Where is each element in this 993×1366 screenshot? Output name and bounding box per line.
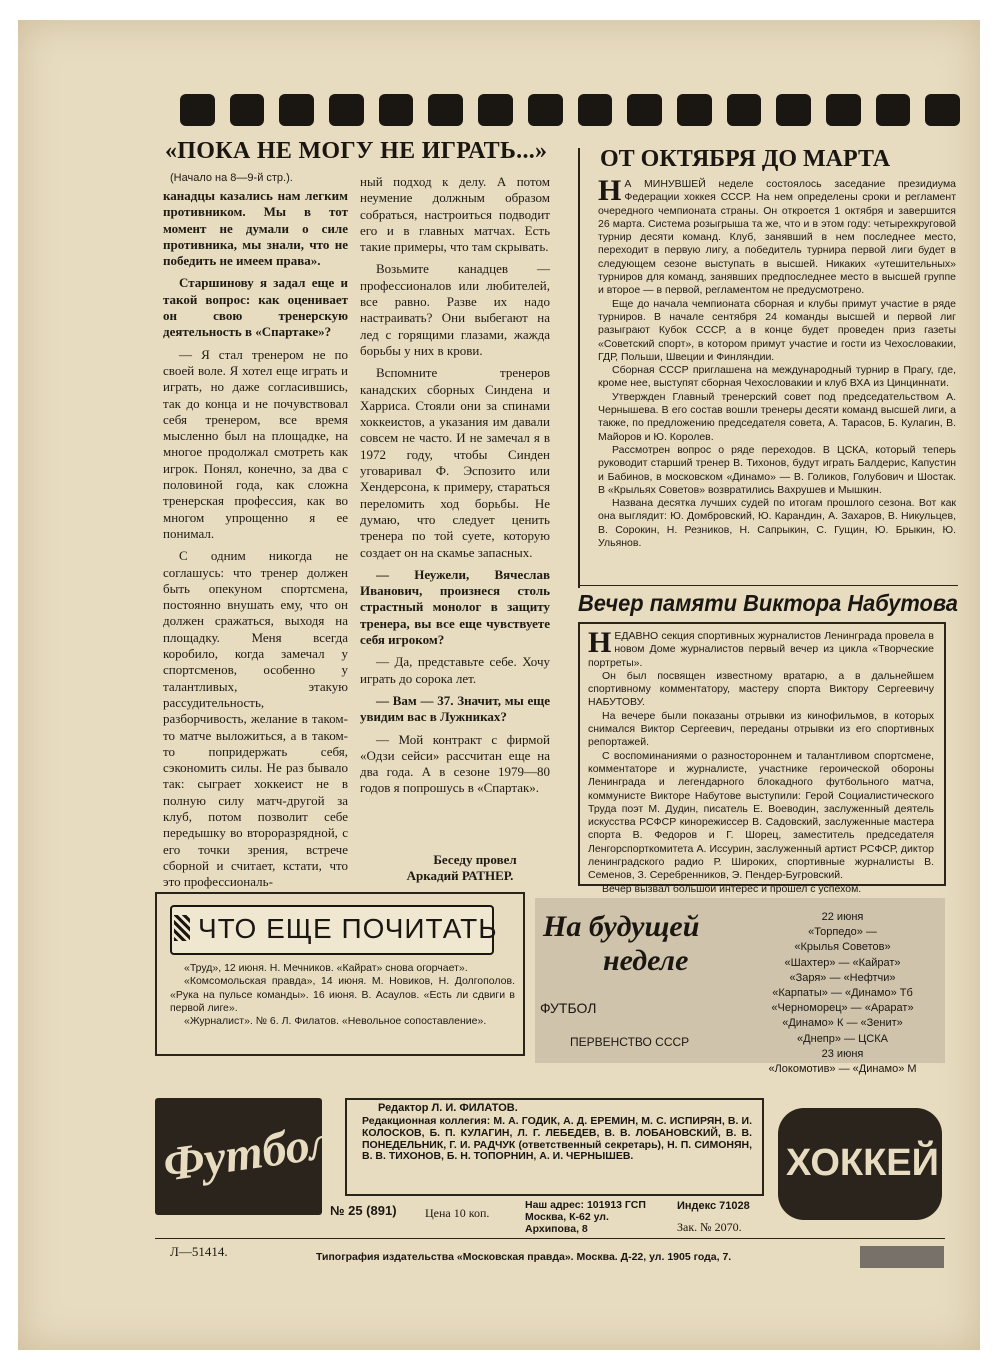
printer-line: Типография издательства «Московская правда». Москва. Д-22, ул. 1905 года, 7. (316, 1251, 732, 1263)
article-interview-signature-line1: Беседу провел (433, 852, 517, 867)
article-paragraph: С одним никогда не соглашусь: что тренер должен быть опекуном спортсмена, постоянно внушать ему, что он должен сражаться, выходя на площадку. Меня всегда коробило, когда замечал у спортсменов, особенно у талантливых, этакую рассудительность, разборчивость, желание в таком-то матче выложиться, а в таком-то попридержать себя, сэкономить силы. Не раз бывало так: сыграет хоккеист не в полную силу матч-другой за клуб, потом позволит себе передышку во второразрядной, с его точки зрения, встрече сборной и считает, кстати, что это профессиональ- (163, 548, 348, 890)
football-logo-text: Футбол (160, 1115, 337, 1192)
article-paragraph: Сборная СССР приглашена на международный турнир в Прагу, где, кроме нее, выступят сборная Чехословакии и клуб ВХА из Цинциннати. (598, 364, 956, 390)
article-paragraph: ЕДАВНО секция спортивных журналистов Ленинграда провела в новом Доме журналистов первый вечер из цикла «Творческие портреты». (588, 630, 934, 669)
next-week-title-line2: неделе (603, 944, 689, 977)
hockey-logo-text: ХОККЕЙ (786, 1142, 939, 1184)
article-paragraph: Вспомните тренеров канадских сборных Синдена и Харриса. Стояли они за спинами хоккеистов, а указания им давали совсем не часто. И не замечал я в 1972 году, чтобы Синден уговаривал Ф. Эспозито или Хендерсона, к примеру, стараться переломить ход борьбы. Не думаю, что следует ценить тренера по той суете, которую создает он на скамье запасных. (360, 365, 550, 560)
next-week-sport: ФУТБОЛ (540, 1000, 597, 1016)
fixture-line: «Торпедо» — (808, 926, 877, 939)
article-paragraph: А МИНУВШЕЙ неделе состоялось заседание президиума Федерации хоккея СССР. На нем определены сроки и регламент очередного чемпионата страны. Он откроется 1 октября и завершится 26 марта. Система розыгрыша та же, что и в этом году: четырехкруговой турнир десяти команд. Клуб, занявший в нем последнее место, переходит в первую лигу, а победитель турнира первой лиги будет в следующем сезоне выступать в высшей. Никаких «утешительных» турниров для команд, занявших предпоследнее место в высшей группе и второе — в первой, регламентом не предусмотрено. (598, 178, 956, 297)
fixture-line: 23 июня (821, 1047, 864, 1060)
dropcap-letter: Н (598, 174, 622, 207)
article-interview-signature-line2: Аркадий РАТНЕР. (406, 868, 514, 883)
fixture-line: «Локомотив» — «Динамо» М (768, 1063, 917, 1076)
column-divider (578, 148, 580, 588)
article-paragraph: Старшинову я задал еще и такой вопрос: как оценивает он свою тренерскую деятельность в «Спартаке»? (163, 275, 348, 340)
article-nabutov-text (588, 626, 934, 896)
price: Цена 10 коп. (425, 1206, 490, 1220)
reading-list-item: «Журналист». № 6. Л. Филатов. «Невольное сопоставление». (184, 1015, 487, 1028)
order-number: Зак. № 2070. (677, 1220, 742, 1234)
reading-list-title: ЧТО ЕЩЕ ПОЧИТАТЬ (198, 913, 498, 944)
reading-list-item: «Комсомольская правда», 14 июня. М. Новиков, Н. Долгополов. «Рука на пульсе команды». 16 июня. В. Асаулов. «Есть ли сдвиги в первой лиге». (170, 975, 515, 1014)
article-paragraph: — Вам — 37. Значит, мы еще увидим вас в Лужниках? (360, 692, 550, 725)
article-paragraph: — Да, представьте себе. Хочу играть до сорока лет. (360, 654, 550, 686)
article-paragraph: канадцы казались нам легким противником. Мы в тот момент не думали о силе противника, мы знали, что не победить не имеем права». (163, 188, 348, 269)
fixture-line: «Заря» — «Нефтчи» (789, 971, 896, 984)
article-paragraph: — Неужели, Вячеслав Иванович, произнеся столь страстный монолог в защиту тренера, вы все еще чувствуете себя игроком? (360, 566, 550, 648)
article-paragraph: Вечер вызвал большой интерес и прошел с успехом. (602, 882, 862, 895)
article-hockey-season-text (598, 174, 956, 550)
reading-list-item: «Труд», 12 июня. Н. Мечников. «Кайрат» снова огорчает». (184, 962, 468, 974)
article-paragraph: Названа десятка лучших судей по итогам прошлого сезона. Вот как она выглядит: Ю. Домбровский, Ю. Карандин, А. Захаров, В. Никульцев, В. Сорокин, Н. Резников, Н. Сапрыкин, С. Гущин, Ю. Брыкин, Ю. Ульянов. (598, 497, 956, 550)
article-paragraph: Рассмотрен вопрос о ряде переходов. В ЦСКА, который теперь руководит старший тренер В. Тихонов, будут играть Балдерис, Капустин и Бабинов, в московском «Динамо» — В. Голиков, Голубович и Шостак. В «Крыльях Советов» возвратились Вахрушев и Мышкин. (598, 443, 956, 496)
next-week-fixtures (745, 910, 940, 1077)
article-paragraph: — Мой контракт с фирмой «Одзи сейси» рассчитан еще на два года. А в сезоне 1979—80 годов я попрошусь в «Спартак». (360, 731, 550, 796)
article-interview-column-1 (163, 188, 348, 890)
fixture-line: «Днепр» — ЦСКА (797, 1032, 888, 1045)
subscription-index: Индекс 71028 (677, 1200, 750, 1212)
editorial-board: Редакционная коллегия: М. А. ГОДИК, А. Д. ЕРЕМИН, М. С. ИСПИРЯН, В. И. КОЛОСКОВ, Б. П. КУЛАГИН, Л. Г. ЛЕБЕДЕВ, В. В. ЛОБАНОВСКИЙ, В. В. ПОНЕДЕЛЬНИК, Г. И. РАДЧУК (ответственный секретарь), Н. П. СИМОНЯН, В. В. ТИХОНОВ, Б. Н. ТОПОРНИН, А. И. ЧЕРНЫШЕВ. (362, 1115, 752, 1163)
article-paragraph: На вечере были показаны отрывки из кинофильмов, в которых снимался Виктор Сергеевич, переданы отрывки из его спортивных репортажей. (588, 709, 934, 749)
fixture-line: «Шахтер» — «Кайрат» (784, 956, 901, 969)
article-interview-note: (Начало на 8—9-й стр.). (170, 172, 293, 184)
article-paragraph: — Я стал тренером не по своей воле. Я хотел еще играть и играть, но даже согласившись, так до конца и не почувствовал себя тренером, все время мысленно был на площадке, на многое продолжал смотреть как игрок. Понял, конечно, за два с половиной года, как сложна тренерская профессия, как во многом упрощенно я ее понимал. (163, 346, 348, 541)
article-interview-title: «ПОКА НЕ МОГУ НЕ ИГРАТЬ...» (165, 138, 548, 164)
license-code: Л—51414. (170, 1244, 228, 1259)
article-interview-column-2 (360, 174, 550, 797)
decorative-dash-row (180, 94, 960, 128)
fixture-line: 22 июня (821, 911, 864, 923)
address: Наш адрес: 101913 ГСП Москва, К-62 ул. Архипова, 8 (525, 1199, 646, 1235)
fixture-line: «Крылья Советов» (794, 941, 891, 954)
reading-list-header (170, 905, 498, 955)
article-paragraph: ный подход к делу. А потом неумение должным образом собраться, настроиться подводит его и в главных матчах. Есть такие примеры, что там скрывать. (360, 174, 550, 255)
article-hockey-season-title: ОТ ОКТЯБРЯ ДО МАРТА (600, 146, 891, 172)
article-paragraph: С воспоминаниями о разностороннем и талантливом спортсмене, комментаторе и журналисте, участнике героической обороны Ленинграда и легендарного блокадного футбольного матча, коммунисте Викторе Набутове выступили: Герой Социалистического Труда поэт М. Дудин, писатель Е. Воеводин, заслуженный деятель искусства РСФСР кинорежиссер В. Садовский, заслуженные мастера спорта В. Федоров и Г. Шорец, заместитель председателя Ленгорспорткомитета А. Иссурин, заслуженный артист РСФСР, диктор ленинградского радио Р. Широких, спортивные журналисты В. Семенов, З. Серебренников, Э. Пендер-Бугровский. (588, 749, 934, 882)
fixture-line: «Карпаты» — «Динамо» Тб (772, 987, 913, 1000)
article-paragraph: Утвержден Главный тренерский совет под председательством А. Чернышева. В его состав вошли тренеры десяти команд высшей лиги, а также, по предложению председателя совета, А. Тарасов, Б. Кулагин, В. Майоров и Ю. Королев. (598, 390, 956, 443)
article-paragraph: Он был посвящен известному вратарю, а в дальнейшем спортивному комментатору, мастеру спорта Виктору Сергеевичу НАБУТОВУ. (588, 669, 934, 709)
hockey-logo (778, 1108, 942, 1220)
article-nabutov-title: Вечер памяти Виктора Набутова (578, 590, 958, 616)
dropcap-letter: Н (588, 626, 612, 659)
next-week-title-panel (543, 908, 743, 988)
page-marker-bar (860, 1246, 944, 1268)
article-paragraph: Еще до начала чемпионата сборная и клубы примут участие в ряде турниров. В начале сентября 24 команды высшей и первой лиг разыграют Кубок СССР, а в конце будет проведен приз газеты «Советский спорт», в котором примут участие и гости из Чехословакии, ГДР, Польши, Швеции и Финляндии. (598, 297, 956, 363)
pencil-icon (174, 915, 190, 941)
article-paragraph: Возьмите канадцев — профессионалов или любителей, все равно. Разве их надо настраивать? Они выбегают на лед с горящими глазами, жажда борьбы у них в крови. (360, 261, 550, 358)
reading-list-items (170, 962, 515, 1028)
fixture-line: «Черноморец» — «Арарат» (771, 1002, 914, 1015)
fixture-line: «Динамо» К — «Зенит» (782, 1017, 903, 1030)
next-week-league: ПЕРВЕНСТВО СССР (570, 1035, 690, 1049)
divider-line (578, 585, 958, 586)
football-logo (155, 1098, 337, 1215)
footer-rule (155, 1238, 945, 1239)
issue-number: № 25 (891) (330, 1203, 397, 1218)
next-week-title-line1: На будущей (543, 910, 700, 943)
editor-line: Редактор Л. И. ФИЛАТОВ. (378, 1102, 518, 1114)
